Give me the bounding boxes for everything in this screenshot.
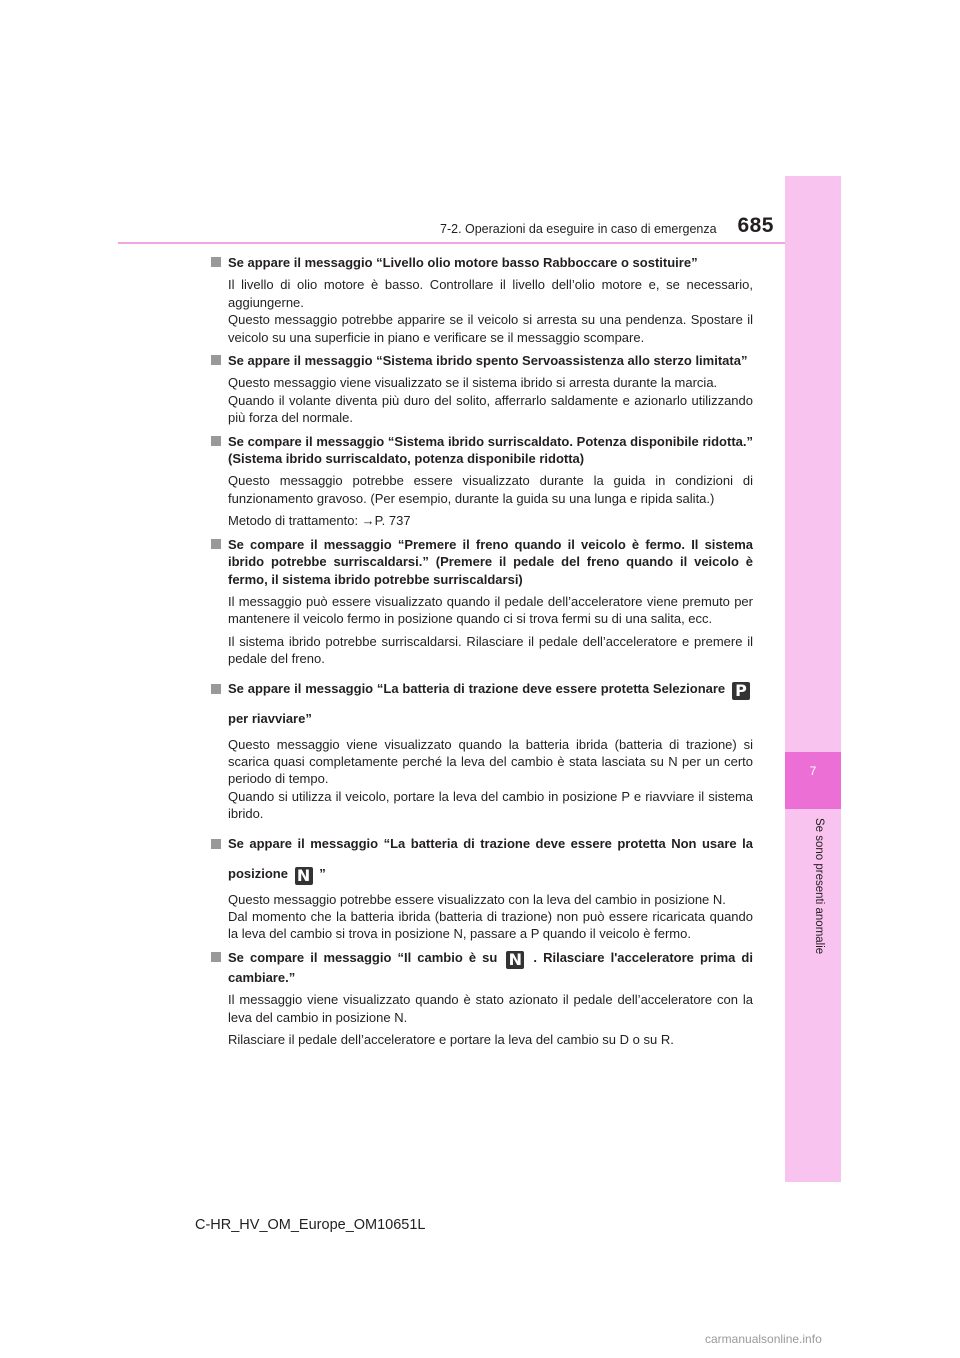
chapter-side-tab (785, 176, 841, 1182)
section-heading (210, 949, 753, 986)
paragraph-line: Quando si utilizza il veicolo, portare la leva del cambio in posizione P e riavviare il sistema ibrido. (228, 788, 753, 822)
chapter-number: 7 (809, 764, 817, 778)
section-heading-text: Se appare il messaggio “La batteria di trazione deve essere protetta Non usare la posizione (228, 835, 753, 881)
square-bullet-icon (211, 539, 221, 549)
paragraph (210, 276, 753, 346)
paragraph: Il messaggio viene visualizzato quando è stato azionato il pedale dell’acceleratore con la leva del cambio in posizione N. (228, 992, 753, 1025)
paragraph (210, 891, 753, 943)
section-heading-text: per riavviare” (228, 710, 312, 726)
section-heading-text: Se appare il messaggio “Sistema ibrido spento Servoassistenza allo sterzo limitata” (228, 353, 748, 369)
section-heading (210, 536, 753, 588)
watermark: carmanualsonline.info (705, 1332, 822, 1346)
square-bullet-icon (211, 355, 221, 365)
square-bullet-icon (211, 684, 221, 694)
section-heading (210, 829, 753, 889)
treatment-reference[interactable]: Metodo di trattamento: →P. 737 (228, 513, 411, 529)
paragraph: Il messaggio può essere visualizzato quando il pedale dell’acceleratore viene premuto per mantenere il veicolo fermo in posizione quando ci si trova fermi su di una salita, ecc. (228, 593, 753, 627)
section-title: 7-2. Operazioni da eseguire in caso di emergenza (440, 222, 717, 236)
gear-n-icon: N (506, 951, 524, 969)
section-heading-text: . Rilasciare l'acceleratore prima di cambiare.” (228, 949, 753, 985)
page-number: 685 (737, 214, 774, 237)
section-heading-text: Se compare il messaggio “Premere il freno quando il veicolo è fermo. Il sistema ibrido potrebbe surriscaldarsi.” (Premere il pedale del freno quando il veicolo è fermo, il sistema ibrido potrebbe surriscaldarsi) (228, 536, 753, 587)
square-bullet-icon (211, 839, 221, 849)
paragraph: Rilasciare il pedale dell’acceleratore e portare la leva del cambio su D o su R. (228, 1032, 674, 1047)
paragraph-line: Questo messaggio viene visualizzato se il sistema ibrido si arresta durante la marcia. (228, 375, 718, 391)
square-bullet-icon (211, 257, 221, 267)
paragraph-line: Dal momento che la batteria ibrida (batteria di trazione) non può essere ricaricata quando la leva del cambio si trova in posizione N, passare a P quando il veicolo è fermo. (228, 908, 753, 942)
section-heading (210, 352, 753, 369)
section-heading-text: Se appare il messaggio “La batteria di trazione deve essere protetta Selezionare (228, 680, 726, 696)
paragraph-line: Questo messaggio potrebbe apparire se il veicolo si arresta su una pendenza. Spostare il veicolo su una superficie in piano e verificare se il messaggio scompare. (228, 312, 753, 345)
document-code: C-HR_HV_OM_Europe_OM10651L (195, 1217, 426, 1233)
section-heading-text: Se compare il messaggio “Sistema ibrido surriscaldato. Potenza disponibile ridotta.” (Sistema ibrido surriscaldato, potenza disponibile ridotta) (228, 433, 753, 467)
section-heading-text: Se appare il messaggio “Livello olio motore basso Rabboccare o sostituire” (228, 255, 698, 270)
page-content (210, 254, 753, 1048)
chapter-number-box (785, 752, 841, 809)
paragraph (210, 374, 753, 426)
paragraph: Questo messaggio potrebbe essere visualizzato durante la guida in condizioni di funzionamento gravoso. (Per esempio, durante la guida su una lunga e ripida salita.) (228, 473, 753, 506)
square-bullet-icon (211, 952, 221, 962)
section-heading (210, 433, 753, 468)
header-rule (118, 242, 785, 244)
paragraph (210, 736, 753, 823)
paragraph-line: Questo messaggio potrebbe essere visualizzato con la leva del cambio in posizione N. (228, 891, 726, 907)
gear-n-icon: N (295, 867, 313, 885)
paragraph-line: Questo messaggio viene visualizzato quando la batteria ibrida (batteria di trazione) si scarica quasi completamente perché la leva del cambio è stata lasciata su N per un certo periodo di tempo. (228, 736, 753, 787)
square-bullet-icon (211, 436, 221, 446)
section-heading-text: Se compare il messaggio “Il cambio è su (228, 949, 498, 965)
section-heading (210, 674, 753, 734)
section-heading (210, 254, 753, 271)
gear-p-icon: P (732, 682, 750, 700)
paragraph-line: Il livello di olio motore è basso. Controllare il livello dell’olio motore e, se necessario, aggiungerne. (228, 277, 753, 310)
chapter-title: Se sono presenti anomalie (813, 818, 825, 955)
paragraph-line: Quando il volante diventa più duro del solito, afferrarlo saldamente e azionarlo utilizzando più forza del normale. (228, 392, 753, 426)
paragraph: Il sistema ibrido potrebbe surriscaldarsi. Rilasciare il pedale dell’acceleratore e premere il pedale del freno. (228, 633, 753, 667)
section-heading-text: ” (319, 865, 326, 881)
